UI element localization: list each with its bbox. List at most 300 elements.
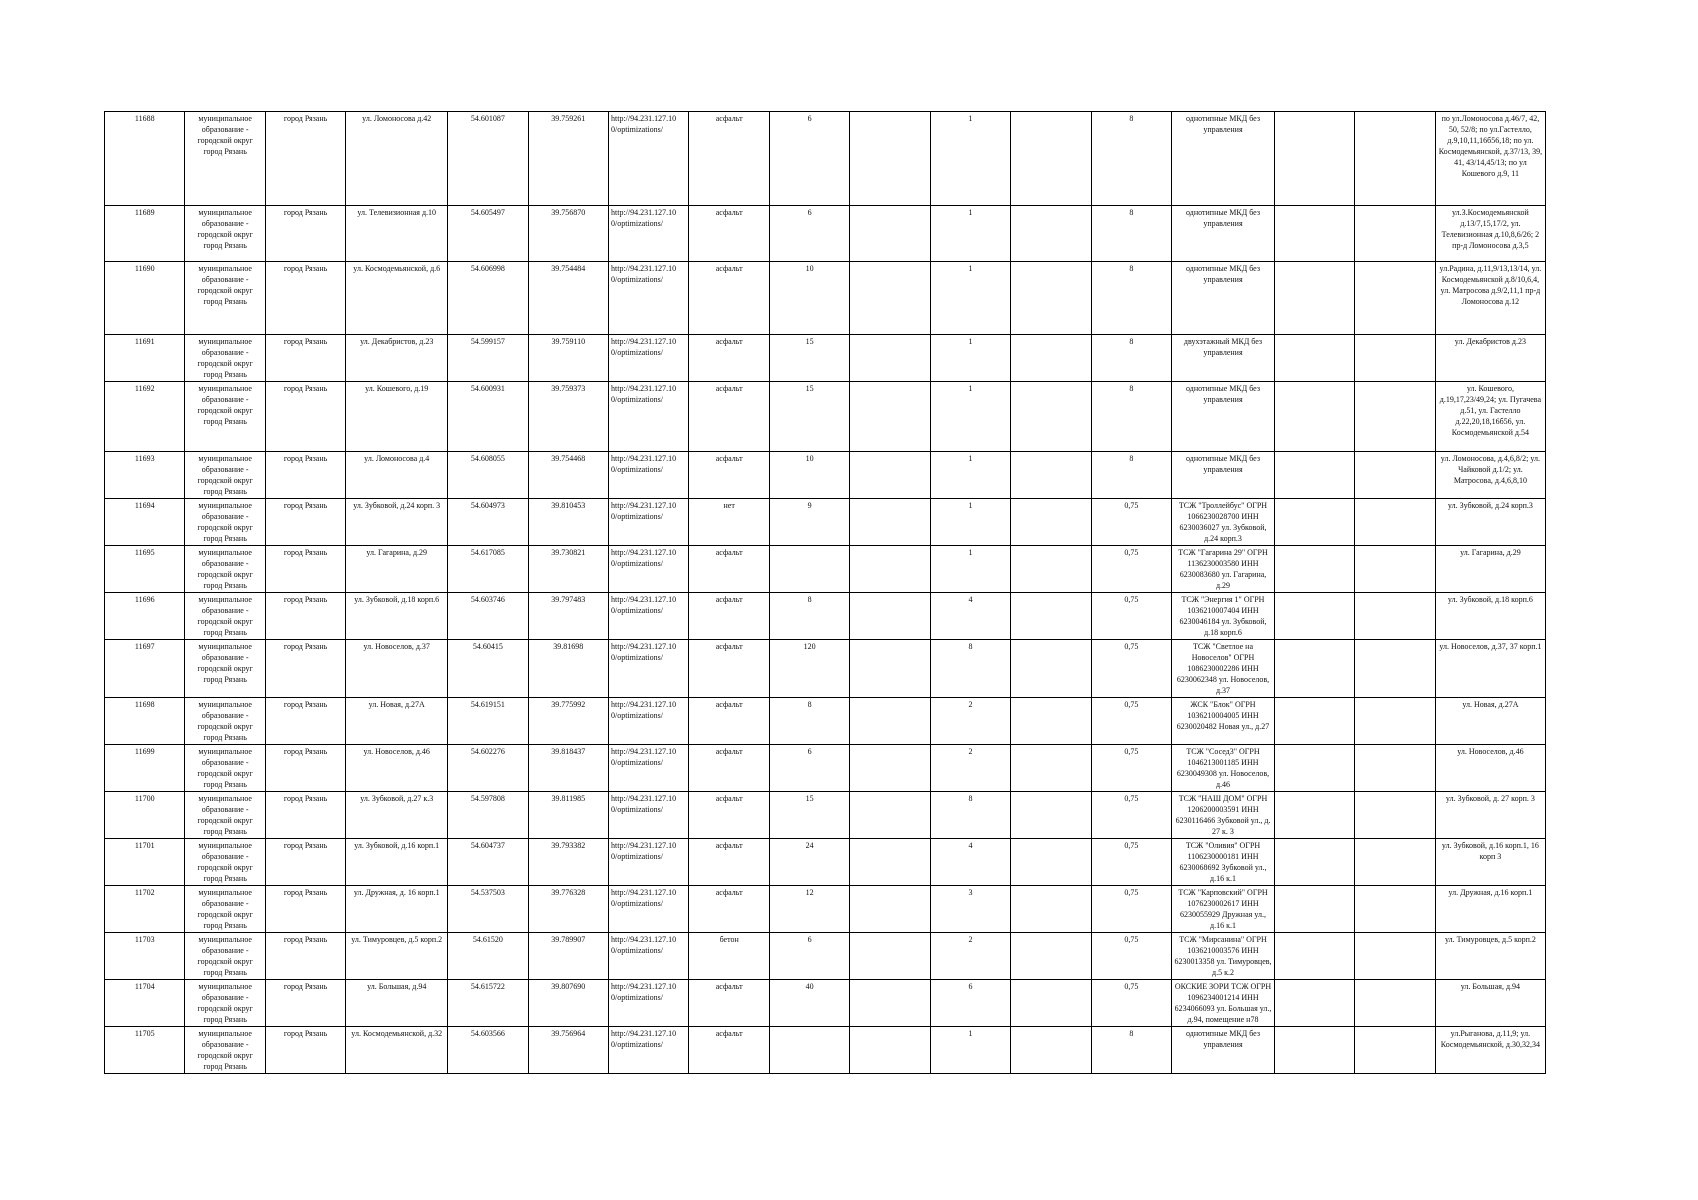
table-row xyxy=(105,886,1546,933)
empty-cell xyxy=(1274,980,1354,1027)
municipality-cell: муниципальное образование - городской округ город Рязань xyxy=(185,593,265,640)
area-cell: 120 xyxy=(769,640,849,698)
containers-count-cell: 1 xyxy=(930,206,1010,262)
empty-cell xyxy=(1355,546,1435,593)
area-cell xyxy=(769,546,849,593)
address-cell: ул. Большая, д.94 xyxy=(346,980,448,1027)
row-id-cell: 11693 xyxy=(105,452,185,499)
address-cell: ул. Гагарина, д.29 xyxy=(346,546,448,593)
longitude-cell: 39.730821 xyxy=(528,546,608,593)
address-cell: ул. Новая, д.27А xyxy=(346,698,448,745)
containers-count-cell: 1 xyxy=(930,382,1010,452)
waste-sources-cell: ул. Новоселов, д.37, 37 корп.1 xyxy=(1435,640,1545,698)
waste-sources-cell: ул. Зубковой, д. 27 корп. 3 xyxy=(1435,792,1545,839)
containers-count-cell: 1 xyxy=(930,335,1010,382)
row-id-cell: 11692 xyxy=(105,382,185,452)
municipality-cell: муниципальное образование - городской округ город Рязань xyxy=(185,546,265,593)
url-cell: http://94.231.127.10 0/optimizations/ xyxy=(609,980,689,1027)
empty-cell xyxy=(1011,112,1091,206)
containers-count-cell: 4 xyxy=(930,839,1010,886)
empty-cell xyxy=(1274,112,1354,206)
surface-cell: асфальт xyxy=(689,980,769,1027)
waste-sources-cell: ул. Зубковой, д.24 корп.3 xyxy=(1435,499,1545,546)
empty-cell xyxy=(1011,382,1091,452)
empty-cell xyxy=(1355,640,1435,698)
longitude-cell: 39.797483 xyxy=(528,593,608,640)
empty-cell xyxy=(1011,546,1091,593)
owner-cell: однотипные МКД без управления xyxy=(1172,112,1275,206)
url-cell: http://94.231.127.10 0/optimizations/ xyxy=(609,112,689,206)
municipality-cell: муниципальное образование - городской округ город Рязань xyxy=(185,980,265,1027)
url-cell: http://94.231.127.10 0/optimizations/ xyxy=(609,839,689,886)
empty-cell xyxy=(1011,933,1091,980)
container-volume-cell: 0,75 xyxy=(1091,933,1171,980)
longitude-cell: 39.807690 xyxy=(528,980,608,1027)
municipality-cell: муниципальное образование - городской округ город Рязань xyxy=(185,382,265,452)
latitude-cell: 54.61520 xyxy=(448,933,528,980)
empty-cell xyxy=(1355,593,1435,640)
surface-cell: асфальт xyxy=(689,593,769,640)
area-cell: 8 xyxy=(769,593,849,640)
table-row xyxy=(105,112,1546,206)
empty-cell xyxy=(1011,206,1091,262)
owner-cell: ЖСК "Блок" ОГРН 1036210004005 ИНН 6230020482 Новая ул., д.27 xyxy=(1172,698,1275,745)
owner-cell: ТСЖ "Энергия 1" ОГРН 1036210007404 ИНН 6230046184 ул. Зубковой, д.18 корп.6 xyxy=(1172,593,1275,640)
longitude-cell: 39.754484 xyxy=(528,262,608,335)
containers-count-cell: 1 xyxy=(930,546,1010,593)
waste-sources-cell: ул. Новая, д.27А xyxy=(1435,698,1545,745)
container-volume-cell: 8 xyxy=(1091,206,1171,262)
empty-cell xyxy=(1011,1027,1091,1074)
empty-cell xyxy=(1355,698,1435,745)
url-cell: http://94.231.127.10 0/optimizations/ xyxy=(609,546,689,593)
area-cell: 6 xyxy=(769,112,849,206)
surface-cell: асфальт xyxy=(689,745,769,792)
row-id-cell: 11691 xyxy=(105,335,185,382)
table-row xyxy=(105,206,1546,262)
surface-cell: асфальт xyxy=(689,1027,769,1074)
container-volume-cell: 0,75 xyxy=(1091,745,1171,792)
latitude-cell: 54.600931 xyxy=(448,382,528,452)
row-id-cell: 11695 xyxy=(105,546,185,593)
city-cell: город Рязань xyxy=(265,933,345,980)
containers-count-cell: 2 xyxy=(930,745,1010,792)
empty-cell xyxy=(1274,546,1354,593)
address-cell: ул. Новоселов, д.37 xyxy=(346,640,448,698)
empty-cell xyxy=(1355,839,1435,886)
url-cell: http://94.231.127.10 0/optimizations/ xyxy=(609,452,689,499)
empty-cell xyxy=(1011,745,1091,792)
waste-sources-cell: ул. Декабристов д.23 xyxy=(1435,335,1545,382)
url-cell: http://94.231.127.10 0/optimizations/ xyxy=(609,933,689,980)
container-volume-cell: 0,75 xyxy=(1091,546,1171,593)
container-volume-cell: 8 xyxy=(1091,452,1171,499)
empty-cell xyxy=(1011,262,1091,335)
longitude-cell: 39.818437 xyxy=(528,745,608,792)
city-cell: город Рязань xyxy=(265,593,345,640)
empty-cell xyxy=(1274,933,1354,980)
url-cell: http://94.231.127.10 0/optimizations/ xyxy=(609,698,689,745)
table-row xyxy=(105,980,1546,1027)
municipality-cell: муниципальное образование - городской округ город Рязань xyxy=(185,886,265,933)
owner-cell: однотипные МКД без управления xyxy=(1172,1027,1275,1074)
owner-cell: ТСЖ "Троллейбус" ОГРН 1066230028700 ИНН 6230036027 ул. Зубковой, д.24 корп.3 xyxy=(1172,499,1275,546)
city-cell: город Рязань xyxy=(265,640,345,698)
area-cell: 10 xyxy=(769,262,849,335)
empty-cell xyxy=(850,206,930,262)
owner-cell: ТСЖ "Гагарина 29" ОГРН 1136230003580 ИНН 6230083680 ул. Гагарина, д.29 xyxy=(1172,546,1275,593)
row-id-cell: 11704 xyxy=(105,980,185,1027)
owner-cell: однотипные МКД без управления xyxy=(1172,206,1275,262)
empty-cell xyxy=(1355,792,1435,839)
url-cell: http://94.231.127.10 0/optimizations/ xyxy=(609,382,689,452)
city-cell: город Рязань xyxy=(265,886,345,933)
municipality-cell: муниципальное образование - городской округ город Рязань xyxy=(185,792,265,839)
url-cell: http://94.231.127.10 0/optimizations/ xyxy=(609,745,689,792)
empty-cell xyxy=(850,886,930,933)
empty-cell xyxy=(1355,112,1435,206)
container-volume-cell: 8 xyxy=(1091,382,1171,452)
address-cell: ул. Ломоносова д.42 xyxy=(346,112,448,206)
registry-table xyxy=(104,111,1546,1074)
url-cell: http://94.231.127.10 0/optimizations/ xyxy=(609,792,689,839)
address-cell: ул. Космодемьянской, д.32 xyxy=(346,1027,448,1074)
area-cell: 6 xyxy=(769,933,849,980)
empty-cell xyxy=(850,499,930,546)
latitude-cell: 54.602276 xyxy=(448,745,528,792)
container-volume-cell: 8 xyxy=(1091,1027,1171,1074)
empty-cell xyxy=(1274,382,1354,452)
empty-cell xyxy=(1274,262,1354,335)
municipality-cell: муниципальное образование - городской округ город Рязань xyxy=(185,499,265,546)
area-cell: 15 xyxy=(769,382,849,452)
longitude-cell: 39.793382 xyxy=(528,839,608,886)
empty-cell xyxy=(850,335,930,382)
longitude-cell: 39.775992 xyxy=(528,698,608,745)
url-cell: http://94.231.127.10 0/optimizations/ xyxy=(609,499,689,546)
containers-count-cell: 1 xyxy=(930,1027,1010,1074)
latitude-cell: 54.617085 xyxy=(448,546,528,593)
empty-cell xyxy=(1355,745,1435,792)
address-cell: ул. Новоселов, д.46 xyxy=(346,745,448,792)
empty-cell xyxy=(1011,499,1091,546)
containers-count-cell: 8 xyxy=(930,640,1010,698)
surface-cell: асфальт xyxy=(689,792,769,839)
longitude-cell: 39.789907 xyxy=(528,933,608,980)
latitude-cell: 54.537503 xyxy=(448,886,528,933)
empty-cell xyxy=(1274,1027,1354,1074)
owner-cell: однотипные МКД без управления xyxy=(1172,382,1275,452)
container-volume-cell: 8 xyxy=(1091,112,1171,206)
container-volume-cell: 0,75 xyxy=(1091,593,1171,640)
url-cell: http://94.231.127.10 0/optimizations/ xyxy=(609,262,689,335)
surface-cell: асфальт xyxy=(689,382,769,452)
area-cell: 15 xyxy=(769,335,849,382)
empty-cell xyxy=(1274,698,1354,745)
area-cell: 40 xyxy=(769,980,849,1027)
table-row xyxy=(105,335,1546,382)
empty-cell xyxy=(1274,335,1354,382)
empty-cell xyxy=(1011,335,1091,382)
empty-cell xyxy=(850,698,930,745)
empty-cell xyxy=(1355,452,1435,499)
row-id-cell: 11703 xyxy=(105,933,185,980)
owner-cell: ТСЖ "Светлое на Новоселов" ОГРН 1086230002286 ИНН 6230062348 ул. Новоселов, д.37 xyxy=(1172,640,1275,698)
url-cell: http://94.231.127.10 0/optimizations/ xyxy=(609,335,689,382)
row-id-cell: 11705 xyxy=(105,1027,185,1074)
city-cell: город Рязань xyxy=(265,382,345,452)
latitude-cell: 54.605497 xyxy=(448,206,528,262)
address-cell: ул. Ломоносова д.4 xyxy=(346,452,448,499)
empty-cell xyxy=(1011,839,1091,886)
table-row xyxy=(105,382,1546,452)
containers-count-cell: 1 xyxy=(930,112,1010,206)
empty-cell xyxy=(1274,886,1354,933)
row-id-cell: 11689 xyxy=(105,206,185,262)
url-cell: http://94.231.127.10 0/optimizations/ xyxy=(609,593,689,640)
latitude-cell: 54.60415 xyxy=(448,640,528,698)
table-row xyxy=(105,452,1546,499)
empty-cell xyxy=(850,933,930,980)
waste-sources-cell: ул. Ломоносова, д.4,6,8/2; ул. Чайковой д.1/2; ул. Матросова, д.4,6,8,10 xyxy=(1435,452,1545,499)
empty-cell xyxy=(1011,698,1091,745)
table-row xyxy=(105,839,1546,886)
empty-cell xyxy=(1274,593,1354,640)
city-cell: город Рязань xyxy=(265,262,345,335)
municipality-cell: муниципальное образование - городской округ город Рязань xyxy=(185,206,265,262)
municipality-cell: муниципальное образование - городской округ город Рязань xyxy=(185,698,265,745)
row-id-cell: 11694 xyxy=(105,499,185,546)
area-cell: 24 xyxy=(769,839,849,886)
waste-sources-cell: ул. Кошевого, д.19,17,23/49,24; ул. Пугачева д.51, ул. Гастелло д.22,20,18,16б56, ул. Космодемьянской д.54 xyxy=(1435,382,1545,452)
longitude-cell: 39.756870 xyxy=(528,206,608,262)
empty-cell xyxy=(850,452,930,499)
address-cell: ул. Зубковой, д.27 к.3 xyxy=(346,792,448,839)
owner-cell: однотипные МКД без управления xyxy=(1172,262,1275,335)
empty-cell xyxy=(1274,792,1354,839)
empty-cell xyxy=(850,792,930,839)
municipality-cell: муниципальное образование - городской округ город Рязань xyxy=(185,1027,265,1074)
row-id-cell: 11697 xyxy=(105,640,185,698)
waste-sources-cell: ул. Зубковой, д.16 корп.1, 16 корп 3 xyxy=(1435,839,1545,886)
city-cell: город Рязань xyxy=(265,980,345,1027)
latitude-cell: 54.619151 xyxy=(448,698,528,745)
city-cell: город Рязань xyxy=(265,698,345,745)
empty-cell xyxy=(1355,980,1435,1027)
city-cell: город Рязань xyxy=(265,452,345,499)
surface-cell: асфальт xyxy=(689,335,769,382)
waste-sources-cell: ул. Дружная, д.16 корп.1 xyxy=(1435,886,1545,933)
surface-cell: асфальт xyxy=(689,698,769,745)
waste-sources-cell: ул. Новоселов, д.46 xyxy=(1435,745,1545,792)
empty-cell xyxy=(850,262,930,335)
latitude-cell: 54.597808 xyxy=(448,792,528,839)
containers-count-cell: 2 xyxy=(930,698,1010,745)
owner-cell: ТСЖ "Сосед3" ОГРН 1046213001185 ИНН 6230049308 ул. Новоселов, д.46 xyxy=(1172,745,1275,792)
surface-cell: асфальт xyxy=(689,112,769,206)
empty-cell xyxy=(1355,1027,1435,1074)
municipality-cell: муниципальное образование - городской округ город Рязань xyxy=(185,640,265,698)
table-row xyxy=(105,1027,1546,1074)
longitude-cell: 39.759373 xyxy=(528,382,608,452)
empty-cell xyxy=(850,546,930,593)
latitude-cell: 54.601087 xyxy=(448,112,528,206)
container-volume-cell: 0,75 xyxy=(1091,792,1171,839)
surface-cell: асфальт xyxy=(689,262,769,335)
container-volume-cell: 0,75 xyxy=(1091,499,1171,546)
empty-cell xyxy=(1274,640,1354,698)
empty-cell xyxy=(1355,886,1435,933)
empty-cell xyxy=(1011,792,1091,839)
waste-sources-cell: ул.Радина, д.11,9/13,13/14, ул. Космодемьянской д.8/10,6,4, ул. Матросова д.9/2,11,1 пр-д Ломоносова д.12 xyxy=(1435,262,1545,335)
empty-cell xyxy=(850,980,930,1027)
area-cell xyxy=(769,1027,849,1074)
table-row xyxy=(105,933,1546,980)
table-row xyxy=(105,262,1546,335)
longitude-cell: 39.759110 xyxy=(528,335,608,382)
owner-cell: ТСЖ "НАШ ДОМ" ОГРН 1206200003591 ИНН 6230116466 Зубковой ул., д. 27 к. 3 xyxy=(1172,792,1275,839)
containers-count-cell: 1 xyxy=(930,452,1010,499)
city-cell: город Рязань xyxy=(265,499,345,546)
url-cell: http://94.231.127.10 0/optimizations/ xyxy=(609,886,689,933)
longitude-cell: 39.754468 xyxy=(528,452,608,499)
row-id-cell: 11698 xyxy=(105,698,185,745)
row-id-cell: 11690 xyxy=(105,262,185,335)
empty-cell xyxy=(850,640,930,698)
containers-count-cell: 2 xyxy=(930,933,1010,980)
city-cell: город Рязань xyxy=(265,206,345,262)
empty-cell xyxy=(1355,262,1435,335)
latitude-cell: 54.608055 xyxy=(448,452,528,499)
waste-sources-cell: ул. Тимуровцев, д.5 корп.2 xyxy=(1435,933,1545,980)
empty-cell xyxy=(1274,839,1354,886)
longitude-cell: 39.759261 xyxy=(528,112,608,206)
surface-cell: асфальт xyxy=(689,640,769,698)
empty-cell xyxy=(1011,640,1091,698)
waste-sources-cell: ул. Большая, д.94 xyxy=(1435,980,1545,1027)
address-cell: ул. Дружная, д. 16 корп.1 xyxy=(346,886,448,933)
surface-cell: асфальт xyxy=(689,839,769,886)
empty-cell xyxy=(850,839,930,886)
owner-cell: ТСЖ "Мирсанина" ОГРН 1036210003576 ИНН 6230013358 ул. Тимуровцев, д.5 к.2 xyxy=(1172,933,1275,980)
row-id-cell: 11702 xyxy=(105,886,185,933)
municipality-cell: муниципальное образование - городской округ город Рязань xyxy=(185,933,265,980)
empty-cell xyxy=(1011,452,1091,499)
area-cell: 8 xyxy=(769,698,849,745)
row-id-cell: 11700 xyxy=(105,792,185,839)
address-cell: ул. Зубковой, д.16 корп.1 xyxy=(346,839,448,886)
empty-cell xyxy=(1274,499,1354,546)
municipality-cell: муниципальное образование - городской округ город Рязань xyxy=(185,262,265,335)
surface-cell: асфальт xyxy=(689,452,769,499)
latitude-cell: 54.604737 xyxy=(448,839,528,886)
empty-cell xyxy=(1011,980,1091,1027)
surface-cell: асфальт xyxy=(689,886,769,933)
latitude-cell: 54.603566 xyxy=(448,1027,528,1074)
url-cell: http://94.231.127.10 0/optimizations/ xyxy=(609,640,689,698)
waste-sources-cell: ул. Гагарина, д.29 xyxy=(1435,546,1545,593)
municipality-cell: муниципальное образование - городской округ город Рязань xyxy=(185,745,265,792)
containers-count-cell: 1 xyxy=(930,499,1010,546)
municipality-cell: муниципальное образование - городской округ город Рязань xyxy=(185,112,265,206)
waste-sources-cell: ул. Зубковой, д.18 корп.6 xyxy=(1435,593,1545,640)
containers-count-cell: 8 xyxy=(930,792,1010,839)
table-row xyxy=(105,745,1546,792)
empty-cell xyxy=(1355,933,1435,980)
table-row xyxy=(105,698,1546,745)
empty-cell xyxy=(1011,886,1091,933)
address-cell: ул. Космодемьянской, д.6 xyxy=(346,262,448,335)
container-volume-cell: 8 xyxy=(1091,335,1171,382)
latitude-cell: 54.615722 xyxy=(448,980,528,1027)
empty-cell xyxy=(850,593,930,640)
area-cell: 15 xyxy=(769,792,849,839)
container-volume-cell: 0,75 xyxy=(1091,698,1171,745)
address-cell: ул. Зубковой, д.18 корп.6 xyxy=(346,593,448,640)
city-cell: город Рязань xyxy=(265,745,345,792)
containers-count-cell: 6 xyxy=(930,980,1010,1027)
latitude-cell: 54.604973 xyxy=(448,499,528,546)
owner-cell: ОКСКИЕ ЗОРИ ТСЖ ОГРН 1096234001214 ИНН 6234066093 ул. Большая ул., д.94, помещение н78 xyxy=(1172,980,1275,1027)
empty-cell xyxy=(1274,206,1354,262)
table-row xyxy=(105,546,1546,593)
surface-cell: бетон xyxy=(689,933,769,980)
empty-cell xyxy=(1274,452,1354,499)
row-id-cell: 11701 xyxy=(105,839,185,886)
table-row xyxy=(105,640,1546,698)
city-cell: город Рязань xyxy=(265,335,345,382)
row-id-cell: 11688 xyxy=(105,112,185,206)
empty-cell xyxy=(1355,499,1435,546)
city-cell: город Рязань xyxy=(265,546,345,593)
container-volume-cell: 0,75 xyxy=(1091,886,1171,933)
waste-sources-cell: по ул.Ломоносова д.46/7, 42, 50, 52/8; по ул.Гастелло, д.9,10,11,16б56,18; по ул. Космодемьянской, д.37/13, 39, 41, 43/14,45/13; по ул Кошевого д.9, 11 xyxy=(1435,112,1545,206)
owner-cell: однотипные МКД без управления xyxy=(1172,452,1275,499)
containers-count-cell: 4 xyxy=(930,593,1010,640)
containers-count-cell: 1 xyxy=(930,262,1010,335)
empty-cell xyxy=(1355,335,1435,382)
area-cell: 10 xyxy=(769,452,849,499)
city-cell: город Рязань xyxy=(265,1027,345,1074)
empty-cell xyxy=(1274,745,1354,792)
latitude-cell: 54.606998 xyxy=(448,262,528,335)
municipality-cell: муниципальное образование - городской округ город Рязань xyxy=(185,335,265,382)
waste-sources-cell: ул.Рыганова, д.11,9; ул. Космодемьянской, д.30,32,34 xyxy=(1435,1027,1545,1074)
empty-cell xyxy=(850,382,930,452)
city-cell: город Рязань xyxy=(265,839,345,886)
area-cell: 12 xyxy=(769,886,849,933)
container-volume-cell: 0,75 xyxy=(1091,980,1171,1027)
table-body xyxy=(105,112,1546,1074)
surface-cell: асфальт xyxy=(689,206,769,262)
table-row xyxy=(105,792,1546,839)
area-cell: 6 xyxy=(769,206,849,262)
row-id-cell: 11696 xyxy=(105,593,185,640)
municipality-cell: муниципальное образование - городской округ город Рязань xyxy=(185,839,265,886)
longitude-cell: 39.776328 xyxy=(528,886,608,933)
url-cell: http://94.231.127.10 0/optimizations/ xyxy=(609,206,689,262)
empty-cell xyxy=(850,1027,930,1074)
city-cell: город Рязань xyxy=(265,112,345,206)
area-cell: 6 xyxy=(769,745,849,792)
owner-cell: двухэтажный МКД без управления xyxy=(1172,335,1275,382)
latitude-cell: 54.599157 xyxy=(448,335,528,382)
table-row xyxy=(105,499,1546,546)
longitude-cell: 39.756964 xyxy=(528,1027,608,1074)
city-cell: город Рязань xyxy=(265,792,345,839)
address-cell: ул. Телевизионная д.10 xyxy=(346,206,448,262)
address-cell: ул. Тимуровцев, д.5 корп.2 xyxy=(346,933,448,980)
